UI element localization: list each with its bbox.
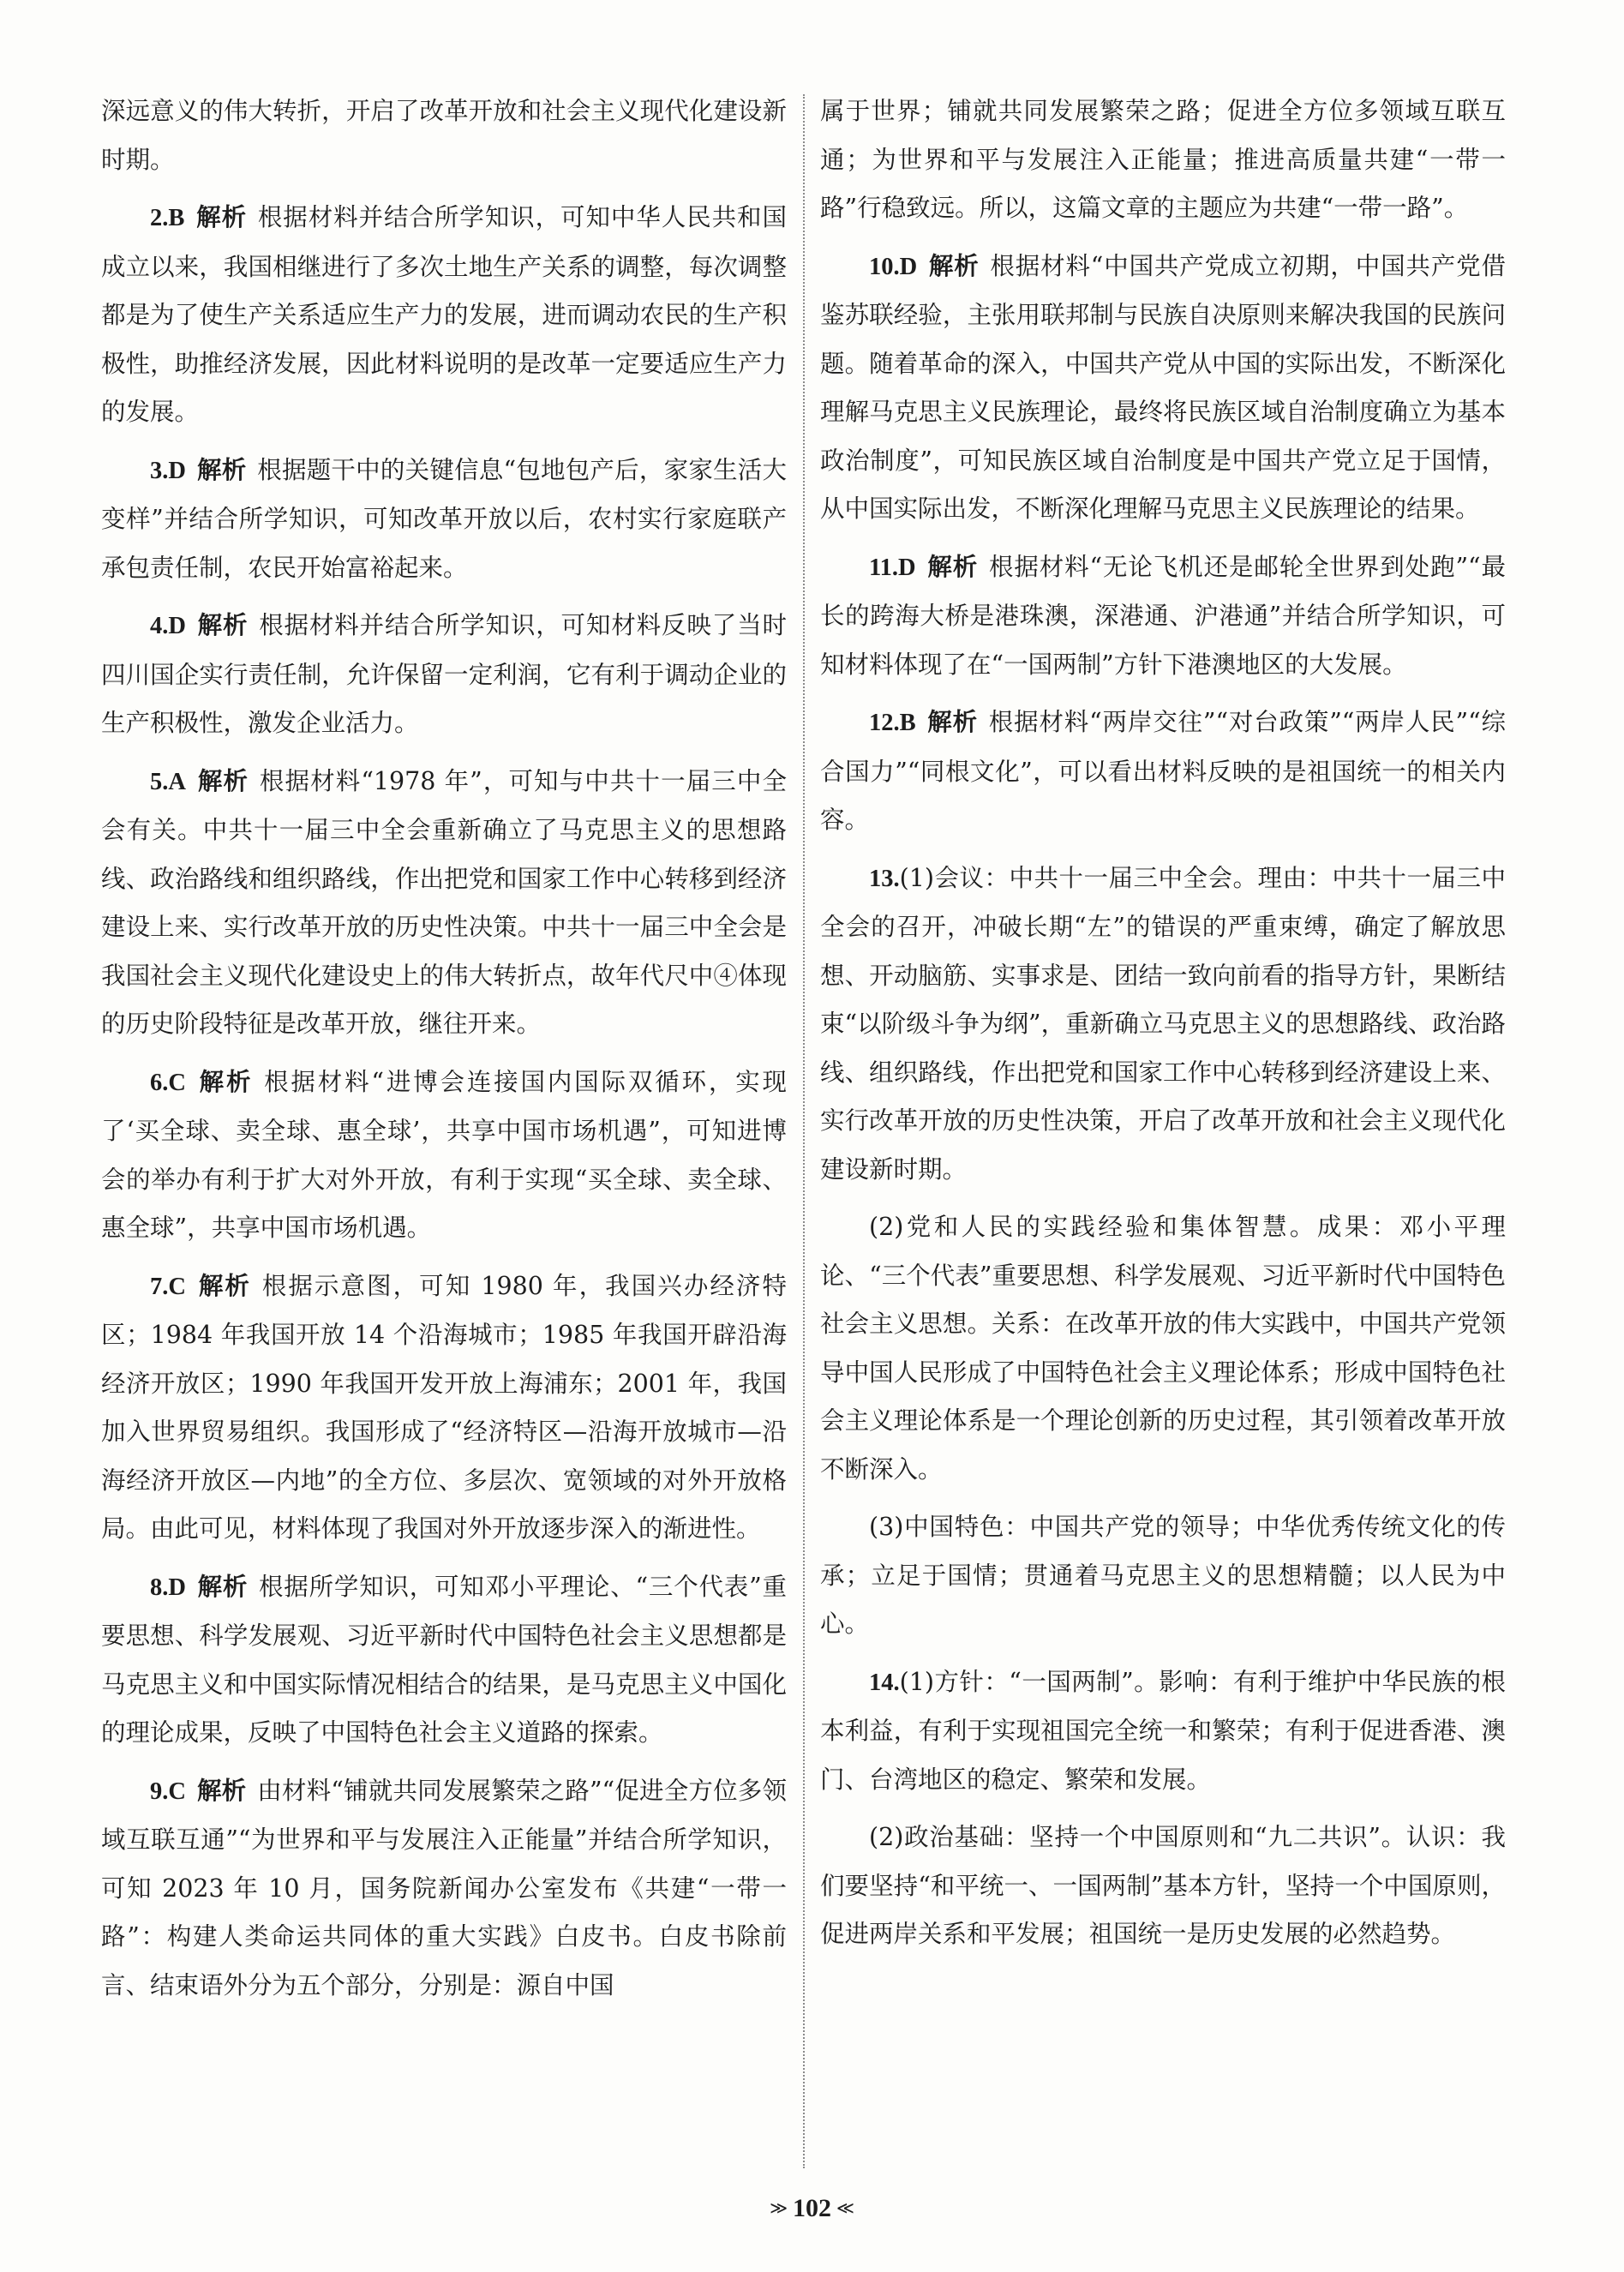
answer-number: 9.C — [150, 1777, 186, 1805]
answer-text: 根据材料“无论飞机还是邮轮全世界到处跑”“最长的跨海大桥是港珠澳，深港通、沪港通”并结合所学知识，可知材料体现了在“一国两制”方针下港澳地区的大发展。 — [820, 552, 1506, 679]
answer-text: 根据示意图，可知 1980 年，我国兴办经济特区；1984 年我国开放 14 个沿海城市；1985 年我国开辟沿海经济开放区；1990 年我国开发开放上海浦东；2001 年，我国加入世界贸易组织。我国形成了“经济特区—沿海开放城市—沿海经济开放区—内地”的全方位、多层次、宽领域的对外开放格局。由此可见，材料体现了我国对外开放逐步深入的渐进性。 — [101, 1271, 787, 1543]
answer-text: 根据材料“1978 年”，可知与中共十一届三中全会有关。中共十一届三中全会重新确立了马克思主义的思想路线、政治路线和组织路线，作出把党和国家工作中心转移到经济建设上来、实行改革开放的历史性决策。中共十一届三中全会是我国社会主义现代化建设史上的伟大转折点，故年代尺中④体现的历史阶段特征是改革开放，继往开来。 — [101, 766, 787, 1038]
page-footer — [0, 2194, 1624, 2223]
analysis-label: 解析 — [196, 611, 249, 639]
paragraph-continuation: 属于世界；铺就共同发展繁荣之路；促进全方位多领域互联互通；为世界和平与发展注入正能量；推进高质量共建“一带一路”行稳致远。所以，这篇文章的主题应为共建“一带一路”。 — [820, 97, 1506, 222]
answer-text: (1)方针：“一国两制”。影响：有利于维护中华民族的根本利益，有利于实现祖国完全统一和繁荣；有利于促进香港、澳门、台湾地区的稳定、繁荣和发展。 — [820, 1667, 1506, 1794]
answer-number: 13. — [869, 865, 900, 892]
analysis-label: 解析 — [196, 1776, 247, 1805]
answer-text: 根据材料并结合所学知识，可知中华人民共和国成立以来，我国相继进行了多次土地生产关系的调整，每次调整都是为了使生产关系适应生产力的发展，进而调动农民的生产积极性，助推经济发展，因此材料说明的是改革一定要适应生产力的发展。 — [101, 203, 787, 426]
answer-number: 3.D — [150, 457, 186, 484]
answer-5 — [101, 758, 787, 1049]
answer-text: 根据所学知识，可知邓小平理论、“三个代表”重要思想、科学发展观、习近平新时代中国特色社会主义思想都是马克思主义和中国实际情况相结合的结果，是马克思主义中国化的理论成果，反映了中国特色社会主义道路的探索。 — [101, 1572, 787, 1747]
answer-13-part-2: (2)党和人民的实践经验和集体智慧。成果：邓小平理论、“三个代表”重要思想、科学发展观、习近平新时代中国特色社会主义思想。关系：在改革开放的伟大实践中，中国共产党领导中国人民形成了中国特色社会主义理论体系；形成中国特色社会主义理论体系是一个理论创新的历史过程，其引领着改革开放不断深入。 — [820, 1213, 1506, 1484]
answer-14-part-2: (2)政治基础：坚持一个中国原则和“九二共识”。认识：我们要坚持“和平统一、一国两制”基本方针，坚持一个中国原则，促进两岸关系和平发展；祖国统一是历史发展的必然趋势。 — [820, 1823, 1506, 1948]
answer-number: 7.C — [150, 1273, 186, 1300]
analysis-label: 解析 — [195, 203, 248, 231]
answer-13 — [820, 854, 1506, 1195]
answer-14 — [820, 1658, 1506, 1805]
answer-10 — [820, 243, 1506, 534]
analysis-label: 解析 — [928, 251, 980, 280]
analysis-label: 解析 — [196, 1067, 254, 1096]
answer-8 — [101, 1563, 787, 1758]
column-divider — [803, 94, 805, 2168]
answer-number: 2.B — [150, 205, 185, 231]
answer-number: 11.D — [869, 554, 916, 581]
answer-text: (1)会议：中共十一届三中全会。理由：中共十一届三中全会的召开，冲破长期“左”的错误的严重束缚，确定了解放思想、开动脑筋、实事求是、团结一致向前看的指导方针，果断结束“以阶级斗争为纲”，重新确立马克思主义的思想路线、政治路线、组织路线，作出把党和国家工作中心转移到经济建设上来、实行改革开放的历史性决策，开启了改革开放和社会主义现代化建设新时期。 — [820, 863, 1506, 1184]
analysis-label: 解析 — [926, 708, 978, 736]
answer-12 — [820, 698, 1506, 845]
answer-2 — [101, 194, 787, 437]
analysis-label: 解析 — [196, 766, 249, 795]
answer-text: 根据材料“中国共产党成立初期，中国共产党借鉴苏联经验，主张用联邦制与民族自决原则来解决我国的民族问题。随着革命的深入，中国共产党从中国的实际出发，不断深化理解马克思主义民族理论，最终将民族区域自治制度确立为基本政治制度”，可知民族区域自治制度是中国共产党立足于国情，从中国实际出发，不断深化理解马克思主义民族理论的结果。 — [820, 251, 1506, 523]
right-column — [820, 87, 1506, 2179]
answer-text: 根据材料“两岸交往”“对台政策”“两岸人民”“综合国力”“同根文化”，可以看出材料反映的是祖国统一的相关内容。 — [820, 708, 1506, 834]
answer-text: 根据材料并结合所学知识，可知材料反映了当时四川国企实行责任制，允许保留一定利润，它有利于调动企业的生产积极性，激发企业活力。 — [101, 611, 787, 737]
answer-4 — [101, 602, 787, 748]
analysis-label: 解析 — [196, 455, 247, 484]
answer-6 — [101, 1058, 787, 1253]
answer-number: 6.C — [150, 1069, 186, 1096]
answer-number: 12.B — [869, 710, 916, 736]
analysis-label: 解析 — [196, 1572, 249, 1601]
answer-3 — [101, 447, 787, 593]
answer-text: 根据材料“进博会连接国内国际双循环，实现了‘买全球、卖全球、惠全球’，共享中国市场机遇”，可知进博会的举办有利于扩大对外开放，有利于实现“买全球、卖全球、惠全球”，共享中国市场机遇。 — [101, 1067, 787, 1242]
answer-9 — [101, 1767, 787, 2011]
analysis-label: 解析 — [926, 552, 979, 581]
answer-number: 5.A — [150, 768, 186, 795]
double-chevron-right-icon: ≫ — [770, 2197, 788, 2218]
answer-text: 根据题干中的关键信息“包地包产后，家家生活大变样”并结合所学知识，可知改革开放以后，农村实行家庭联产承包责任制，农民开始富裕起来。 — [101, 455, 787, 582]
answer-7 — [101, 1262, 787, 1554]
answer-13-part-3: (3)中国特色：中国共产党的领导；中华优秀传统文化的传承；立足于国情；贯通着马克思主义的思想精髓；以人民为中心。 — [820, 1513, 1506, 1638]
paragraph-continuation: 深远意义的伟大转折，开启了改革开放和社会主义现代化建设新时期。 — [101, 97, 787, 174]
answer-number: 14. — [869, 1669, 900, 1696]
answer-number: 8.D — [150, 1574, 186, 1601]
answer-text: 由材料“铺就共同发展繁荣之路”“促进全方位多领域互联互通”“为世界和平与发展注入正能量”并结合所学知识，可知 2023 年 10 月，国务院新闻办公室发布《共建“一带一路”：构建人类命运共同体的重大实践》白皮书。白皮书除前言、结束语外分为五个部分，分别是：源自中国 — [101, 1776, 787, 1999]
answer-number: 10.D — [869, 253, 918, 280]
page-number: 102 — [793, 2194, 831, 2222]
left-column — [101, 87, 787, 2179]
answer-11 — [820, 543, 1506, 690]
answer-number: 4.D — [150, 613, 186, 639]
double-chevron-left-icon: ≪ — [836, 2197, 854, 2218]
analysis-label: 解析 — [196, 1271, 251, 1300]
